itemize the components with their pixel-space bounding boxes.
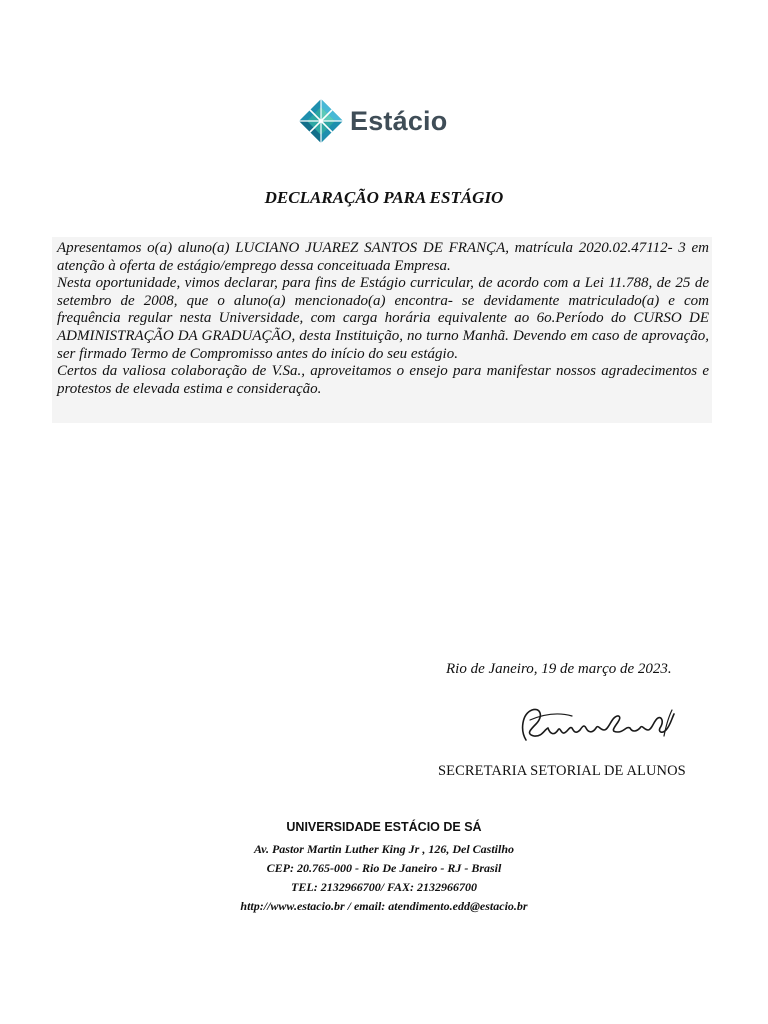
- footer-cep: CEP: 20.765-000 - Rio De Janeiro - RJ - Brasil: [266, 861, 502, 875]
- footer-address: Av. Pastor Martin Luther King Jr , 126, Del Castilho: [253, 842, 515, 856]
- estacio-logo: [298, 96, 447, 146]
- estacio-diamond-logo-icon: [298, 98, 344, 144]
- signatory-department: SECRETARIA SETORIAL DE ALUNOS: [438, 763, 686, 779]
- document-title: DECLARAÇÃO PARA ESTÁGIO: [264, 188, 504, 207]
- body-paragraph-closing: Certos da valiosa colaboração de V.Sa., aproveitamos o ensejo para manifestar nossos agradecimentos e protestos de elevada estima e consideração.: [57, 363, 709, 397]
- brand-name: Estácio: [350, 105, 448, 136]
- body-paragraph-intro: Apresentamos o(a) aluno(a) LUCIANO JUAREZ SANTOS DE FRANÇA, matrícula 2020.02.47112- 3 em atenção à oferta de estágio/emprego dessa conceituada Empresa.: [57, 240, 709, 274]
- footer-web-email: http://www.estacio.br / email: atendimento.edd@estacio.br: [240, 899, 528, 913]
- body-paragraph-declaration: Nesta oportunidade, vimos declarar, para fins de Estágio curricular, de acordo com a Lei 11.788, de 25 de setembro de 2008, que o aluno(a) mencionado(a) encontra- se devidamente matriculado(a) e com frequência regular nesta Universidade, com carga horária equivalente ao 6o.Período do CURSO DE ADMINISTRAÇÃO DA GRADUAÇÃO, desta Instituição, no turno Manhã. Devendo em caso de aprovação, ser firmado Termo de Compromisso antes do início do seu estágio.: [57, 275, 709, 362]
- footer: [0, 820, 768, 916]
- footer-university: UNIVERSIDADE ESTÁCIO DE SÁ: [286, 820, 482, 834]
- signature-icon: [514, 700, 684, 750]
- document-date: Rio de Janeiro, 19 de março de 2023.: [446, 661, 672, 677]
- footer-phone: TEL: 2132966700/ FAX: 2132966700: [291, 880, 477, 894]
- declaration-body: [57, 240, 709, 398]
